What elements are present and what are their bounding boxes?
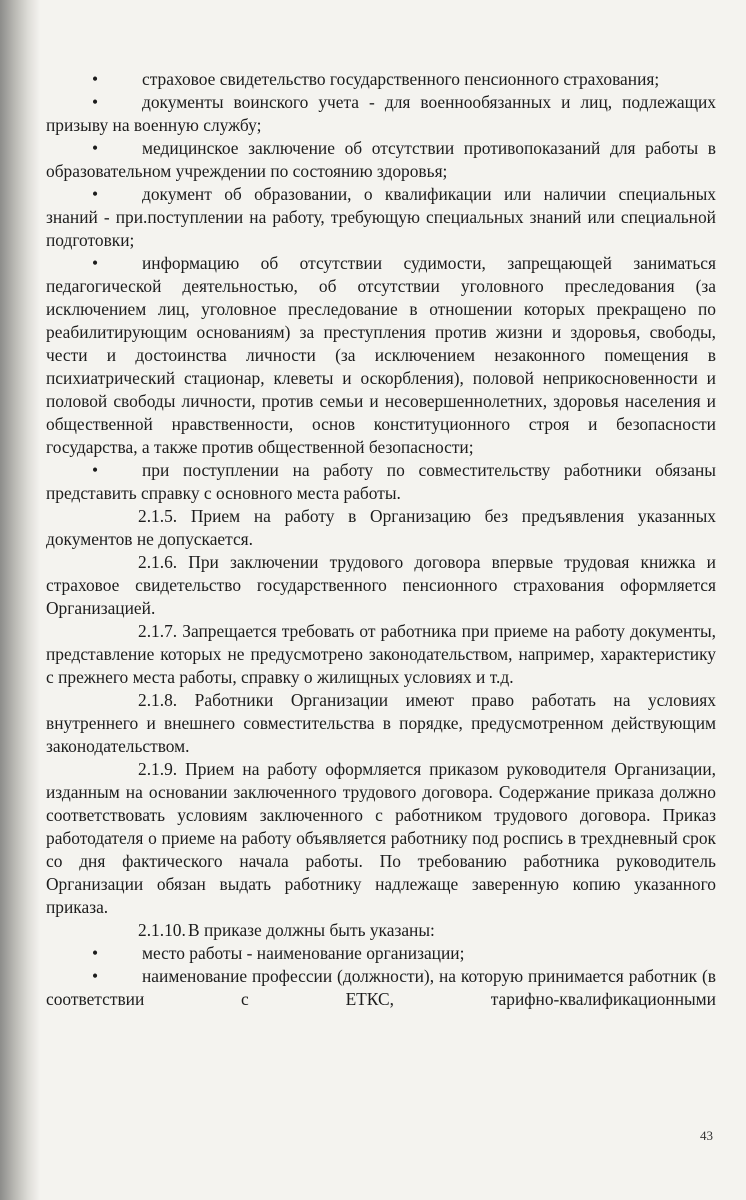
bullet-icon: •	[92, 943, 99, 963]
bullet-icon: •	[92, 253, 99, 273]
bullet-icon: •	[92, 460, 99, 480]
list-item: • наименование профессии (должности), на которую принимается работник (в соответствии с ЕТКС, тарифно-квалификационными	[46, 966, 716, 1009]
paragraph-number: 2.1.9.	[138, 759, 178, 779]
list-item: • документ об образовании, о квалификации или наличии специальных знаний - при.поступлении на работу, требующую специальных знаний или специальной подготовки;	[46, 184, 716, 250]
list-item: • место работы - наименование организации;	[92, 943, 465, 963]
list-item: • документы воинского учета - для военнообязанных и лиц, подлежащих призыву на военную службу;	[46, 92, 716, 135]
list-item: • медицинское заключение об отсутствии противопоказаний для работы в образовательном учреждении по состоянию здоровья;	[46, 138, 716, 181]
document-page	[46, 68, 716, 1011]
list-item: • при поступлении на работу по совместительству работники обязаны представить справку с основного места работы.	[46, 460, 716, 503]
list-item: • страховое свидетельство государственного пенсионного страхования;	[92, 69, 660, 89]
bullet-icon: •	[92, 184, 99, 204]
numbered-paragraph: 2.1.9. Прием на работу оформляется приказом руководителя Организации, изданным на основании заключенного трудового договора. Содержание приказа должно соответствовать условиям заключенного с работником трудового договора. Приказ работодателя о приеме на работу объявляется работнику под роспись в трехдневный срок со дня фактического начала работы. По требованию работника руководитель Организации обязан выдать работнику надлежаще заверенную копию указанного приказа.	[46, 759, 716, 917]
numbered-paragraph: 2.1.10. В приказе должны быть указаны:	[46, 919, 716, 942]
numbered-paragraph: 2.1.6. При заключении трудового договора впервые трудовая книжка и страховое свидетельство государственного пенсионного страхования оформляется Организацией.	[46, 552, 716, 618]
paragraph-number: 2.1.8.	[138, 690, 178, 710]
paragraph-number: 2.1.7.	[138, 621, 178, 641]
bullet-icon: •	[92, 92, 99, 112]
paragraph-number: 2.1.10.	[138, 920, 186, 940]
numbered-paragraph: 2.1.5. Прием на работу в Организацию без предъявления указанных документов не допускается.	[46, 506, 716, 549]
numbered-paragraph: 2.1.7. Запрещается требовать от работника при приеме на работу документы, представление которых не предусмотрено законодательством, например, характеристику с прежнего места работы, справку о жилищных условиях и т.д.	[46, 621, 716, 687]
bullet-icon: •	[92, 966, 99, 986]
scan-shadow-edge	[0, 0, 40, 1200]
bullet-icon: •	[92, 69, 99, 89]
paragraph-number: 2.1.6.	[138, 552, 178, 572]
list-item: • информацию об отсутствии судимости, запрещающей заниматься педагогической деятельностью, об отсутствии уголовного преследования (за исключением лиц, уголовное преследование в отношении которых прекращено по реабилитирующим основаниям) за преступления против жизни и здоровья, свободы, чести и достоинства личности (за исключением незаконного помещения в психиатрический стационар, клеветы и оскорбления), половой неприкосновенности и половой свободы личности, против семьи и несовершеннолетних, здоровья населения и общественной нравственности, основ конституционного строя и безопасности государства, а также против общественной безопасности;	[46, 253, 716, 457]
paragraph-number: 2.1.5.	[138, 506, 178, 526]
numbered-paragraph: 2.1.8. Работники Организации имеют право работать на условиях внутреннего и внешнего совместительства в порядке, предусмотренном действующим законодательством.	[46, 690, 716, 756]
page-number: 43	[700, 1128, 713, 1143]
bullet-icon: •	[92, 138, 99, 158]
